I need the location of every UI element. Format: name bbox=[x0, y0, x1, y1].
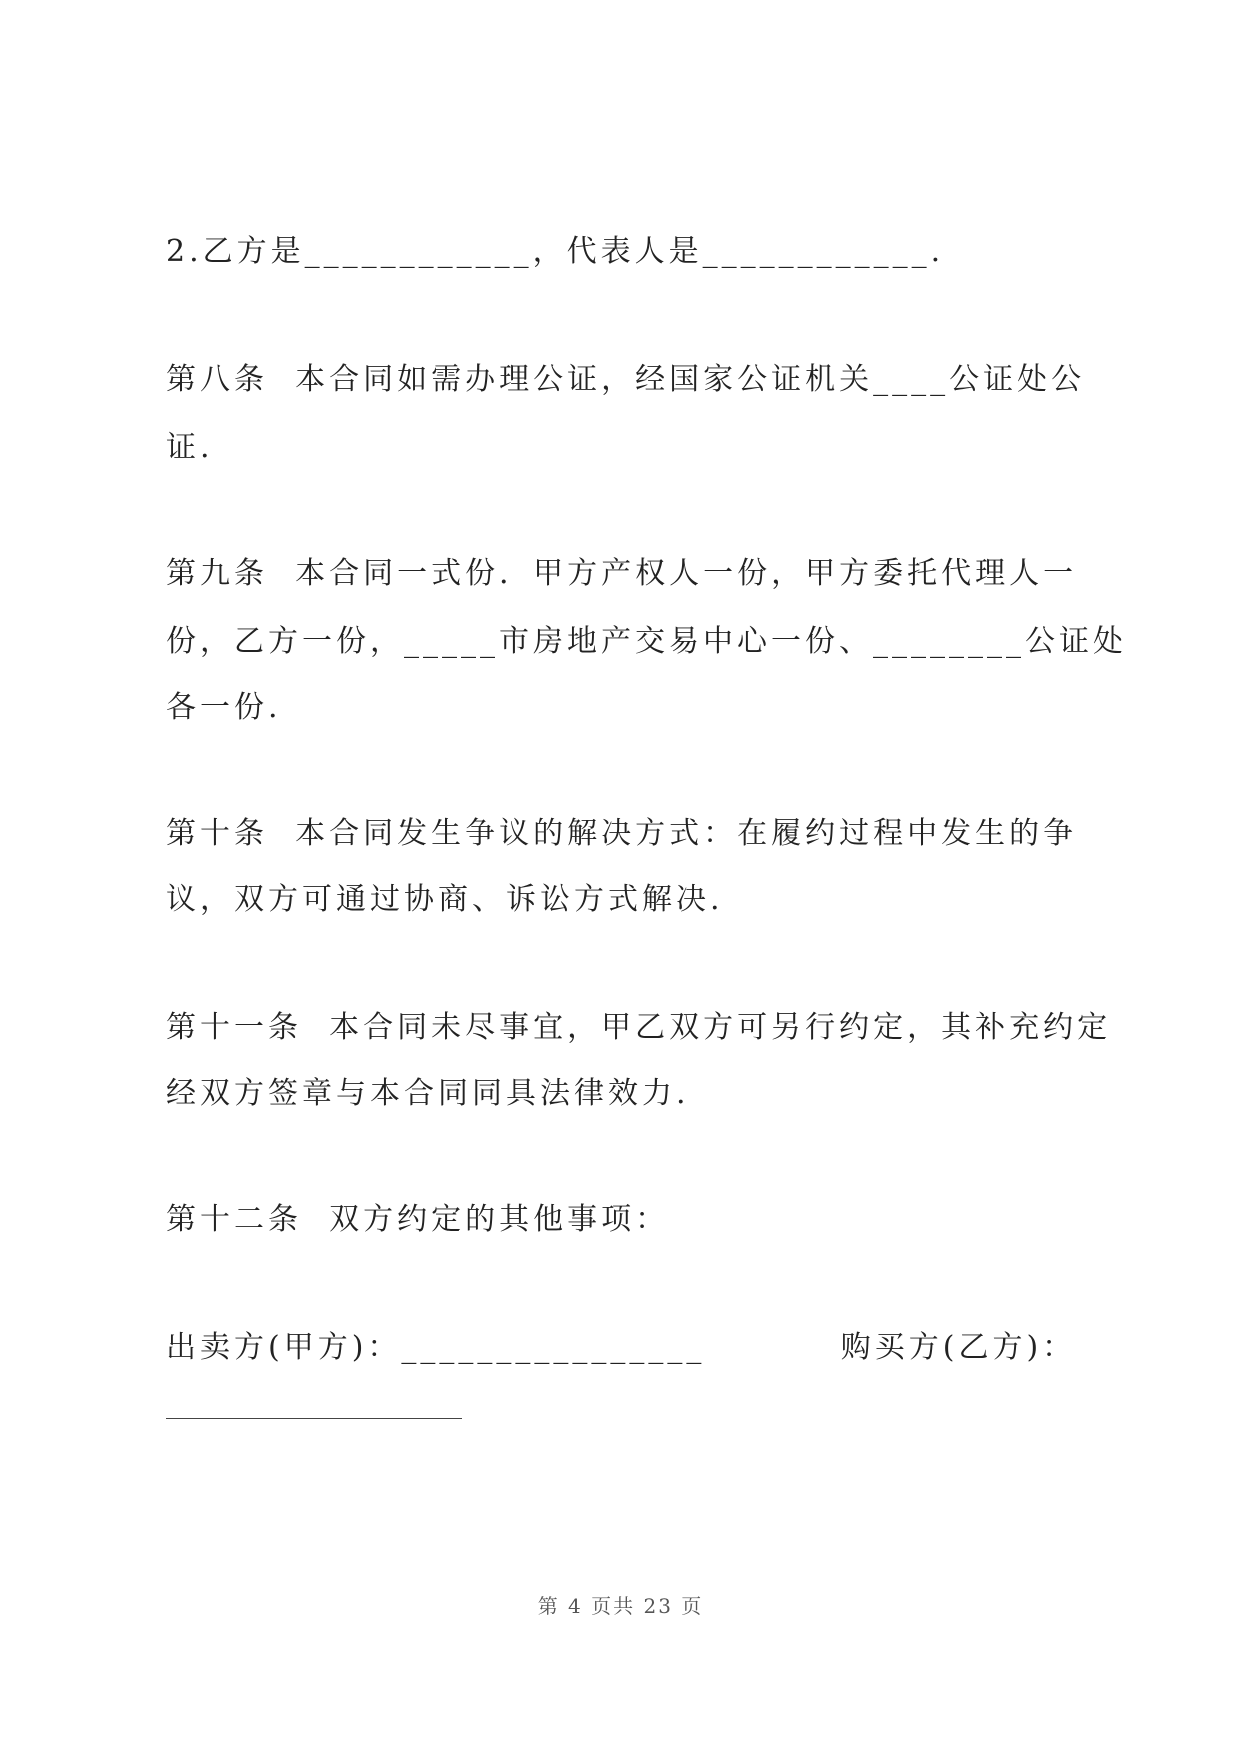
article-9-line-3: 各一份. bbox=[166, 690, 282, 725]
article-12-line: 第十二条 双方约定的其他事项： bbox=[166, 1202, 670, 1237]
article-11-line-2: 经双方签章与本合同同具法律效力. bbox=[166, 1076, 690, 1111]
article-10-line-1: 第十条 本合同发生争议的解决方式：在履约过程中发生的争 bbox=[166, 816, 1078, 851]
party-b-line: 2.乙方是____________，代表人是____________. bbox=[166, 234, 945, 269]
article-8-line-1: 第八条 本合同如需办理公证，经国家公证机关____公证处公 bbox=[166, 362, 1086, 397]
article-9-line-1: 第九条 本合同一式份．甲方产权人一份，甲方委托代理人一 bbox=[166, 556, 1078, 591]
signature-line: 出卖方(甲方)：________________ 购买方(乙方)： bbox=[166, 1330, 1077, 1365]
article-11-line-1: 第十一条 本合同未尽事宜，甲乙双方可另行约定，其补充约定 bbox=[166, 1010, 1112, 1045]
article-10-line-2: 议，双方可通过协商、诉讼方式解决. bbox=[166, 882, 724, 917]
article-9-line-2: 份，乙方一份，_____市房地产交易中心一份、________公证处 bbox=[166, 624, 1127, 659]
page-footer: 第 4 页共 23 页 bbox=[537, 1594, 704, 1618]
buyer-signature-blank bbox=[166, 1418, 462, 1419]
article-8-line-2: 证. bbox=[166, 430, 214, 465]
